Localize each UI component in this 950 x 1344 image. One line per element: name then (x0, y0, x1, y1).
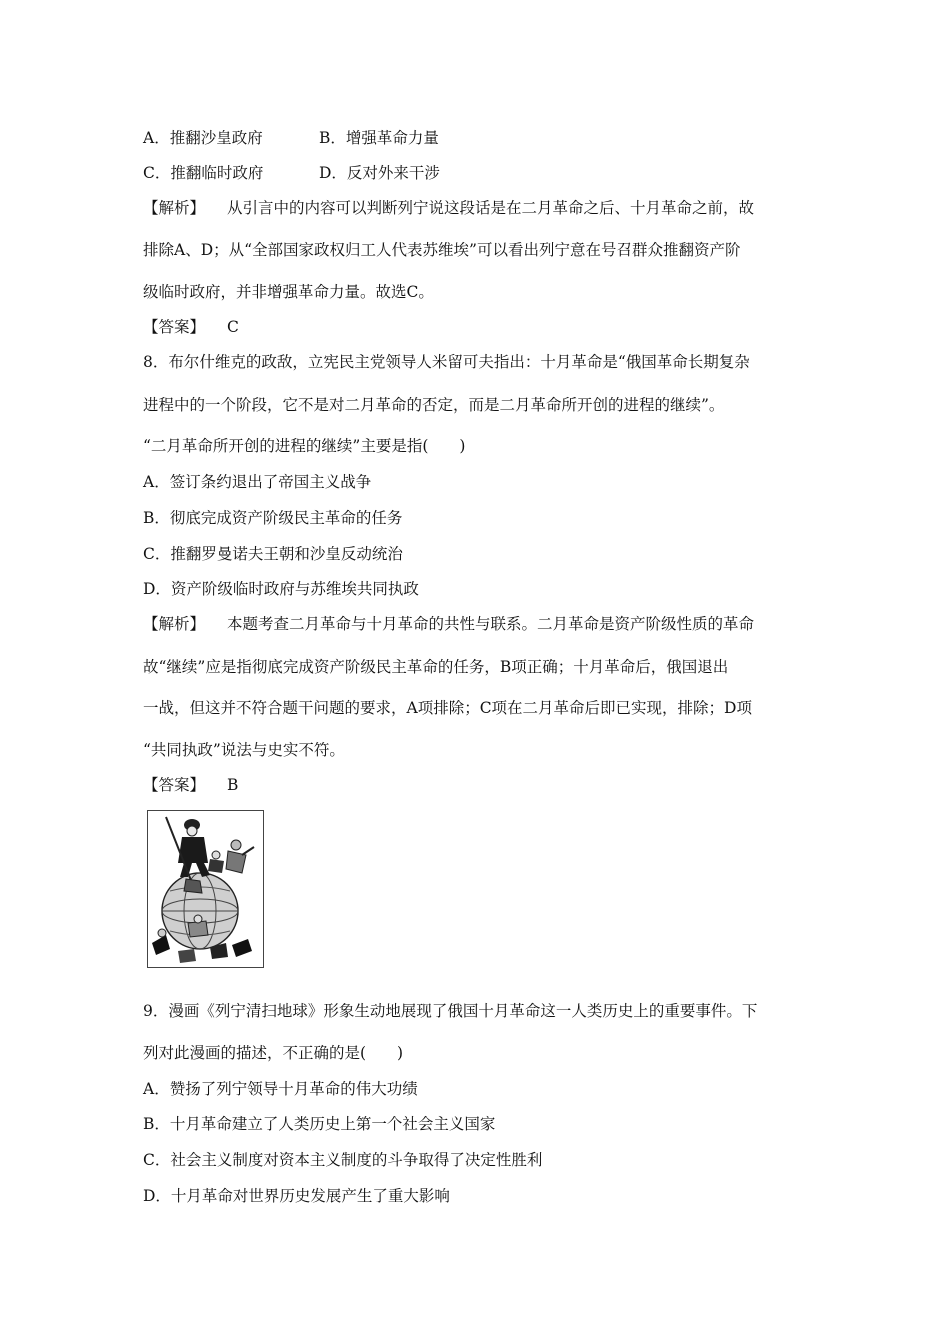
q7-option-c: C．推翻临时政府 (143, 164, 264, 182)
q8-option-a: A．签订条约退出了帝国主义战争 (143, 473, 372, 491)
q9-stem-line-2: 列对此漫画的描述，不正确的是( ) (143, 1044, 404, 1062)
q7-analysis-tag: 【解析】 (143, 199, 206, 217)
q7-answer-line (143, 317, 239, 337)
q7-analysis-line-2: 排除A、D；从“全部国家政权归工人代表苏维埃”可以看出列宁意在号召群众推翻资产阶 (143, 241, 741, 259)
q8-stem-line-3: “二月革命所开创的进程的继续”主要是指( ) (143, 437, 466, 455)
q9-option-c: C．社会主义制度对资本主义制度的斗争取得了决定性胜利 (143, 1151, 543, 1169)
q7-answer-tag: 【答案】 (143, 318, 206, 336)
q8-analysis-line-3: 一战，但这并不符合题干问题的要求，A项排除；C项在二月革命后即已实现，排除；D项 (143, 699, 752, 717)
q9-option-a: A．赞扬了列宁领导十月革命的伟大功绩 (143, 1080, 418, 1098)
cartoon-illustration (148, 811, 262, 966)
q8-analysis-line-2: 故“继续”应是指彻底完成资产阶级民主革命的任务，B项正确；十月革命后，俄国退出 (143, 658, 729, 676)
q7-option-b: B．增强革命力量 (319, 129, 439, 147)
lenin-cartoon-image (147, 810, 264, 968)
q9-stem-line-1: 9．漫画《列宁清扫地球》形象生动地展现了俄国十月革命这一人类历史上的重要事件。下 (143, 1002, 758, 1020)
q8-analysis-tag: 【解析】 (143, 615, 206, 633)
q8-stem-line-2: 进程中的一个阶段，它不是对二月革命的否定，而是二月革命所开创的进程的继续”。 (143, 396, 725, 414)
q8-answer-value: B (227, 776, 239, 794)
q8-option-b: B．彻底完成资产阶级民主革命的任务 (143, 509, 403, 527)
q8-option-c: C．推翻罗曼诺夫王朝和沙皇反动统治 (143, 545, 403, 563)
q8-analysis-line-4: “共同执政”说法与史实不符。 (143, 741, 345, 759)
q7-option-a: A．推翻沙皇政府 (143, 129, 263, 147)
q8-answer-line (143, 775, 238, 795)
q8-analysis-line-1 (143, 614, 754, 634)
q9-option-d: D．十月革命对世界历史发展产生了重大影响 (143, 1187, 450, 1205)
q9-option-b: B．十月革命建立了人类历史上第一个社会主义国家 (143, 1115, 496, 1133)
q7-answer-value: C (227, 318, 239, 336)
q8-stem-line-1: 8．布尔什维克的政敌，立宪民主党领导人米留可夫指出：十月革命是“俄国革命长期复杂 (143, 353, 750, 371)
q7-analysis-line-3: 级临时政府，并非增强革命力量。故选C。 (143, 283, 434, 301)
q8-analysis-text-1: 本题考查二月革命与十月革命的共性与联系。二月革命是资产阶级性质的革命 (227, 615, 755, 633)
q8-answer-tag: 【答案】 (143, 776, 206, 794)
q7-analysis-line-1 (143, 198, 754, 218)
q7-option-d: D．反对外来干涉 (319, 164, 440, 182)
q8-option-d: D．资产阶级临时政府与苏维埃共同执政 (143, 580, 419, 598)
q7-analysis-text-1: 从引言中的内容可以判断列宁说这段话是在二月革命之后、十月革命之前，故 (227, 199, 755, 217)
